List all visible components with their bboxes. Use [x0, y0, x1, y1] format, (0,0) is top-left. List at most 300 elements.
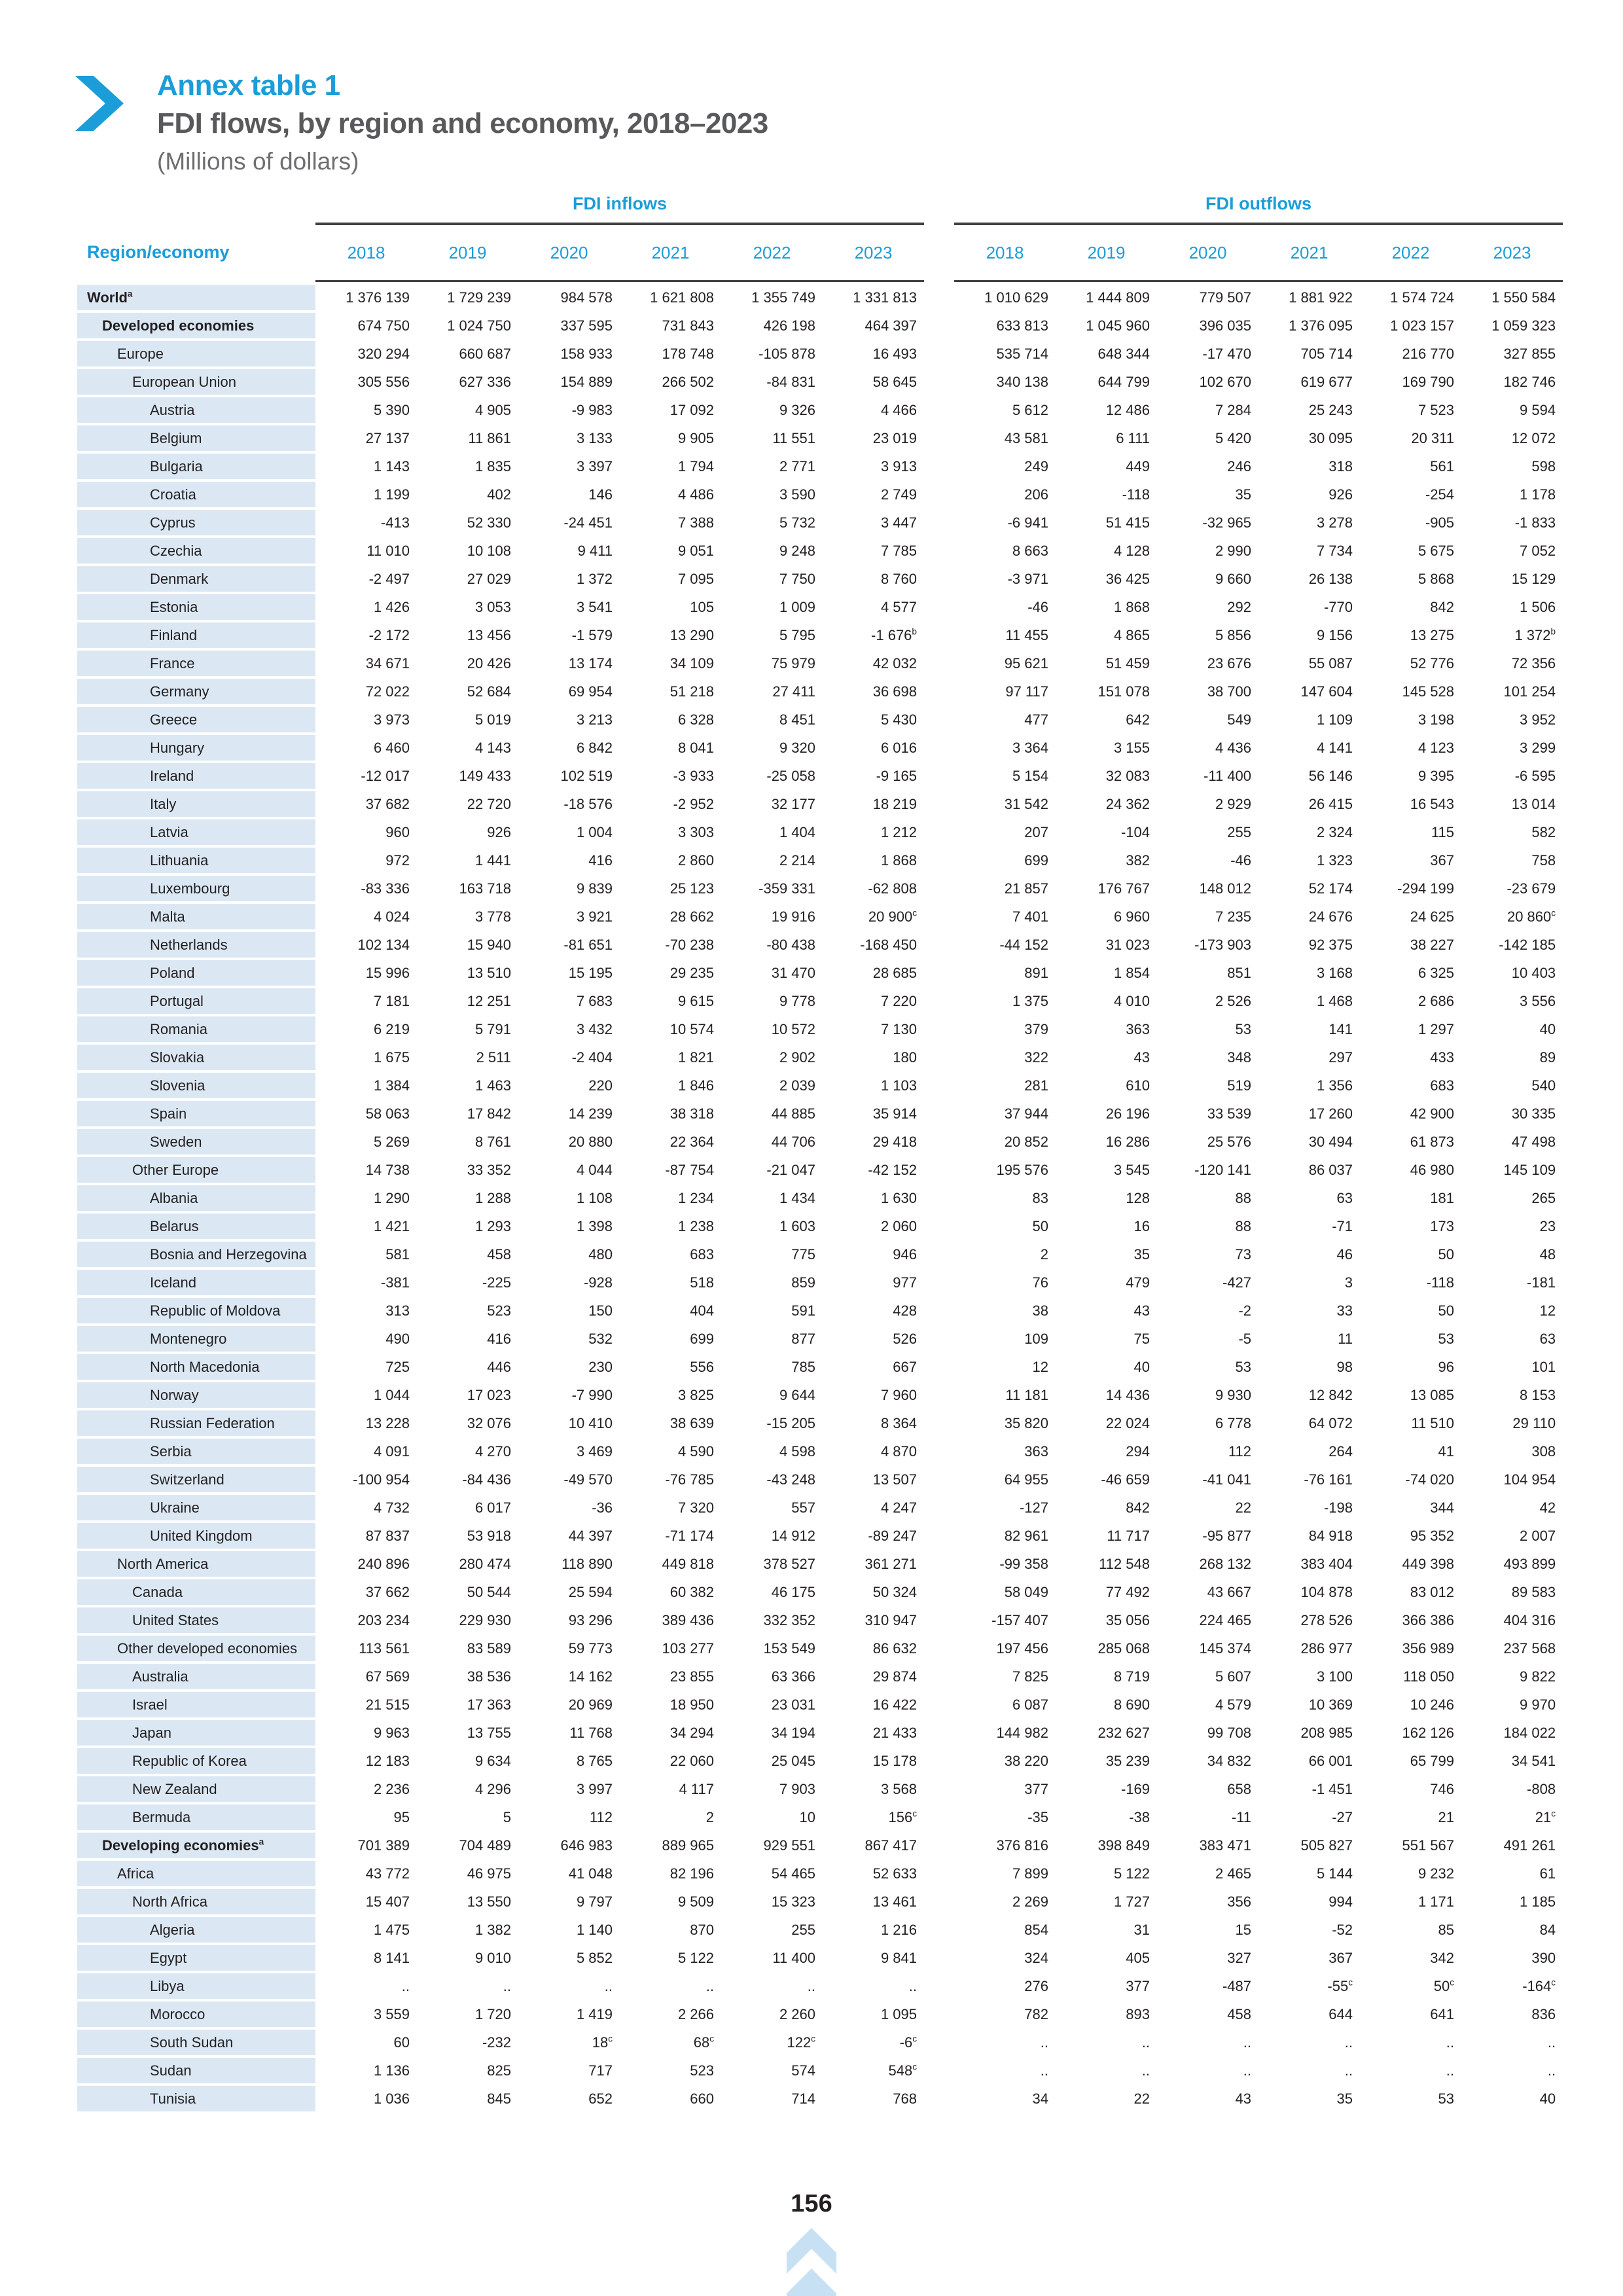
group-gap: [924, 454, 954, 479]
outflow-value-cell: 26 415: [1308, 795, 1353, 812]
outflow-value-cell: -11 400: [1204, 767, 1251, 784]
outflow-value-cell: 40: [1539, 1020, 1556, 1037]
outflow-value-cell: 104 878: [1300, 1583, 1353, 1600]
inflow-value-cell: 14 738: [365, 1161, 410, 1178]
inflow-value-cell: 9 963: [373, 1724, 410, 1741]
outflow-value-cell: 1 868: [1113, 598, 1150, 615]
inflow-value-cell: 3 590: [779, 486, 815, 503]
inflow-value-cell: 34 109: [669, 655, 714, 672]
outflow-value-cell: 31 542: [1004, 795, 1048, 812]
inflow-value-cell: 946: [893, 1246, 917, 1263]
inflow-value-cell: 1 434: [779, 1189, 815, 1206]
region-label-cell: Spain: [77, 1101, 315, 1126]
outflow-value-cell: 348: [1227, 1049, 1251, 1066]
group-gap: [924, 1636, 954, 1661]
table-row: [77, 1298, 1563, 1323]
inflow-value-cell: 4 598: [779, 1443, 815, 1460]
outflow-value-cell: 9 930: [1215, 1386, 1251, 1403]
inflow-value-cell: 1 630: [880, 1189, 917, 1206]
group-header-row: [77, 187, 1563, 220]
group-gap: [924, 285, 954, 310]
year-header-cell: 2023: [1461, 223, 1563, 282]
inflow-value-cell: -89 247: [868, 1527, 917, 1544]
outflow-value-cell: 340 138: [996, 373, 1048, 390]
inflow-value-cell: 704 489: [459, 1837, 511, 1854]
year-header-cell: 2020: [518, 223, 620, 282]
inflow-value-cell: 1 009: [779, 598, 815, 615]
outflow-value-cell: 3 278: [1316, 514, 1353, 531]
outflow-value-cell: 58 049: [1004, 1583, 1048, 1600]
outflow-value-cell: 101: [1531, 1358, 1556, 1375]
outflow-value-cell: 377: [1024, 1780, 1048, 1797]
outflow-value-cell: -41 041: [1202, 1471, 1251, 1488]
outflow-value-cell: -808: [1527, 1780, 1556, 1797]
group-gap: [924, 848, 954, 873]
inflow-value-cell: 926: [487, 823, 511, 840]
outflow-value-cell: 705 714: [1300, 345, 1353, 362]
outflow-value-cell: 4 141: [1316, 739, 1353, 756]
inflow-value-cell: 6 842: [576, 739, 613, 756]
inflow-value-cell: 13 507: [872, 1471, 917, 1488]
outflow-value-cell: 4 010: [1113, 992, 1150, 1009]
outflow-value-cell: 1 506: [1520, 598, 1556, 615]
group-gap: [924, 1157, 954, 1183]
outflow-value-cell: -46 659: [1101, 1471, 1150, 1488]
table-row: [77, 1664, 1563, 1689]
table-row: [77, 1804, 1563, 1830]
outflow-value-cell: 405: [1126, 1949, 1150, 1966]
inflow-value-cell: 337 595: [560, 317, 613, 334]
outflow-value-cell: 363: [1126, 1020, 1150, 1037]
inflow-value-cell: 118 890: [562, 1555, 613, 1572]
outflow-value-cell: 265: [1531, 1189, 1556, 1206]
inflow-value-cell: -381: [380, 1274, 410, 1291]
outflow-value-cell: 13 275: [1410, 626, 1454, 643]
outflow-value-cell: 72 356: [1511, 655, 1556, 672]
region-label-cell: North Africa: [77, 1889, 315, 1914]
inflow-value-cell: ..: [807, 1977, 815, 1994]
outflow-value-cell: 367: [1329, 1949, 1353, 1966]
outflow-value-cell: 1 356: [1316, 1077, 1353, 1094]
region-label-cell: Slovakia: [77, 1045, 315, 1070]
outflow-value-cell: 540: [1531, 1077, 1556, 1094]
inflow-value-cell: 775: [791, 1246, 815, 1263]
inflow-value-cell: 4 044: [576, 1161, 613, 1178]
table-row: [77, 651, 1563, 676]
region-label-cell: Israel: [77, 1692, 315, 1717]
inflow-value-cell: 102 134: [357, 936, 410, 953]
inflow-value-cell: 6 460: [373, 739, 410, 756]
outflow-value-cell: 30 494: [1308, 1133, 1353, 1150]
outflow-value-cell: 128: [1126, 1189, 1150, 1206]
inflow-value-cell: ..: [705, 1977, 714, 1994]
table-row: [77, 1270, 1563, 1295]
inflow-value-cell: 12 183: [365, 1752, 410, 1769]
footnote-marker: c: [1450, 1977, 1454, 1988]
group-gap: [924, 1410, 954, 1436]
inflow-value-cell: 4 091: [373, 1443, 410, 1460]
inflow-value-cell: 683: [690, 1246, 714, 1263]
outflow-value-cell: -71: [1332, 1217, 1353, 1234]
outflow-value-cell: -6 595: [1514, 767, 1556, 784]
inflow-value-cell: 53 918: [467, 1527, 511, 1544]
group-gap: [924, 1298, 954, 1323]
outflow-value-cell: 182 746: [1503, 373, 1556, 390]
region-label-cell: Libya: [77, 1973, 315, 1999]
inflow-value-cell: 660 687: [459, 345, 511, 362]
inflow-value-cell: 34 671: [365, 655, 410, 672]
table-row: [77, 1607, 1563, 1633]
outflow-value-cell: 297: [1329, 1049, 1353, 1066]
region-label-cell: Republic of Korea: [77, 1748, 315, 1774]
outflow-value-cell: -173 903: [1194, 936, 1251, 953]
table-row: [77, 848, 1563, 873]
inflow-value-cell: -7 990: [571, 1386, 613, 1403]
outflow-value-cell: 50$^c$: [1433, 1977, 1454, 1994]
outflow-value-cell: 31 023: [1105, 936, 1150, 953]
inflow-value-cell: 4 732: [373, 1499, 410, 1516]
year-header-row: [77, 223, 1563, 282]
group-gap: [924, 1016, 954, 1042]
inflow-value-cell: 22 720: [467, 795, 511, 812]
outflow-value-cell: -487: [1222, 1977, 1251, 1994]
inflow-value-cell: 2 860: [677, 852, 714, 869]
inflow-value-cell: 305 556: [357, 373, 410, 390]
group-gap: [924, 1945, 954, 1971]
outflow-value-cell: 38 700: [1207, 683, 1251, 700]
region-label-cell: Montenegro: [77, 1326, 315, 1352]
inflow-value-cell: 627 336: [459, 373, 511, 390]
table-row: [77, 594, 1563, 620]
inflow-value-cell: 4 466: [880, 401, 917, 418]
inflow-value-cell: 313: [385, 1302, 410, 1319]
outflow-value-cell: 3 545: [1113, 1161, 1150, 1178]
inflow-value-cell: -81 651: [563, 936, 613, 953]
outflow-value-cell: 38 220: [1004, 1752, 1048, 1769]
inflow-value-cell: 72 022: [365, 683, 410, 700]
inflow-value-cell: -42 152: [868, 1161, 917, 1178]
outflow-value-cell: 208 985: [1300, 1724, 1353, 1741]
region-economy-header: Region/economy: [87, 242, 230, 262]
table-row: [77, 369, 1563, 395]
outflow-value-cell: 84: [1539, 1921, 1556, 1938]
outflow-value-cell: 112 548: [1099, 1555, 1150, 1572]
outflow-value-cell: 10 246: [1410, 1696, 1454, 1713]
outflow-value-cell: -142 185: [1499, 936, 1556, 953]
outflow-value-cell: 9 232: [1418, 1865, 1454, 1882]
inflow-value-cell: 150: [588, 1302, 613, 1319]
inflow-value-cell: 1 238: [677, 1217, 714, 1234]
footnote-marker: c: [912, 1808, 917, 1819]
outflow-value-cell: 145 109: [1503, 1161, 1556, 1178]
outflow-value-cell: 268 132: [1199, 1555, 1251, 1572]
outflow-value-cell: 25 243: [1308, 401, 1353, 418]
inflow-value-cell: 29 874: [872, 1668, 917, 1685]
outflow-value-cell: 43: [1133, 1302, 1150, 1319]
table-row: [77, 1636, 1563, 1661]
region-label-cell: Romania: [77, 1016, 315, 1042]
outflow-value-cell: -169: [1120, 1780, 1150, 1797]
outflow-value-cell: 24 362: [1105, 795, 1150, 812]
inflow-value-cell: 660: [690, 2090, 714, 2107]
outflow-value-cell: 610: [1126, 1077, 1150, 1094]
inflow-value-cell: 1 384: [373, 1077, 410, 1094]
outflow-value-cell: 11 717: [1107, 1527, 1150, 1544]
inflow-value-cell: 113 561: [359, 1640, 410, 1657]
inflow-value-cell: 960: [385, 823, 410, 840]
inflow-value-cell: 15 323: [771, 1893, 815, 1910]
outflow-value-cell: 40: [1133, 1358, 1150, 1375]
group-gap: [924, 960, 954, 986]
inflow-value-cell: 9 051: [677, 542, 714, 559]
inflow-value-cell: 7 181: [373, 992, 410, 1009]
table-row: [77, 1101, 1563, 1126]
group-gap: [924, 1242, 954, 1267]
inflow-value-cell: 13 290: [669, 626, 714, 643]
inflow-value-cell: 7 903: [779, 1780, 815, 1797]
outflow-value-cell: 519: [1227, 1077, 1251, 1094]
outflow-value-cell: -120 141: [1194, 1161, 1251, 1178]
group-gap: [924, 2030, 954, 2055]
inflow-value-cell: -1 676$^b$: [871, 626, 917, 643]
inflow-value-cell: 51 218: [669, 683, 714, 700]
inflow-value-cell: 7 388: [677, 514, 714, 531]
inflow-value-cell: 163 718: [459, 880, 511, 897]
inflow-value-cell: 5 430: [880, 711, 917, 728]
outflow-value-cell: 8 663: [1012, 542, 1048, 559]
outflow-value-cell: 6 111: [1116, 429, 1150, 446]
outflow-value-cell: -55$^c$: [1327, 1977, 1353, 1994]
inflow-value-cell: 449 818: [662, 1555, 714, 1572]
outflow-value-cell: 3: [1344, 1274, 1353, 1291]
outflow-value-cell: 12 072: [1511, 429, 1556, 446]
outflow-value-cell: 30 095: [1308, 429, 1353, 446]
outflow-value-cell: 109: [1024, 1330, 1048, 1347]
outflow-value-cell: 24 676: [1308, 908, 1353, 925]
outflow-value-cell: 63: [1539, 1330, 1556, 1347]
outflow-value-cell: -38: [1129, 1808, 1150, 1825]
inflow-value-cell: 46 175: [771, 1583, 815, 1600]
outflow-value-cell: 144 982: [996, 1724, 1048, 1741]
outflow-value-cell: 52 174: [1308, 880, 1353, 897]
outflow-value-cell: 23 676: [1207, 655, 1251, 672]
footnote-marker: c: [811, 2034, 815, 2044]
region-label-cell: Canada: [77, 1579, 315, 1605]
outflow-value-cell: 42 900: [1410, 1105, 1454, 1122]
group-gap: [924, 510, 954, 535]
outflow-value-cell: 9 822: [1520, 1668, 1556, 1685]
inflow-value-cell: -15 205: [766, 1414, 815, 1431]
inflow-value-cell: 1 199: [373, 486, 410, 503]
inflow-value-cell: 9 509: [677, 1893, 714, 1910]
outflow-value-cell: 3 100: [1316, 1668, 1353, 1685]
inflow-value-cell: ..: [503, 1977, 511, 1994]
inflow-value-cell: 4 296: [474, 1780, 511, 1797]
outflow-value-cell: 53: [1438, 1330, 1454, 1347]
inflow-value-cell: 75 979: [771, 655, 815, 672]
outflow-value-cell: 8 690: [1113, 1696, 1150, 1713]
outflow-value-cell: 382: [1126, 852, 1150, 869]
outflow-value-cell: 216 770: [1402, 345, 1454, 362]
inflow-value-cell: 4 577: [880, 598, 917, 615]
outflow-value-cell: 10 369: [1308, 1696, 1353, 1713]
inflow-value-cell: 8 141: [373, 1949, 410, 1966]
footnote-marker: c: [608, 2034, 613, 2044]
inflow-value-cell: 9 248: [779, 542, 815, 559]
fdi-flows-table: [77, 185, 1563, 2114]
inflow-value-cell: 11 551: [772, 429, 815, 446]
table-row: [77, 510, 1563, 535]
group-gap: [924, 397, 954, 423]
inflow-value-cell: 3 397: [576, 457, 613, 475]
region-label-cell: Republic of Moldova: [77, 1298, 315, 1323]
outflow-value-cell: 53: [1235, 1020, 1251, 1037]
outflow-value-cell: 994: [1329, 1893, 1353, 1910]
inflow-value-cell: 3 778: [474, 908, 511, 925]
inflow-value-cell: 557: [791, 1499, 815, 1516]
outflow-value-cell: 249: [1024, 457, 1048, 475]
table-row: [77, 313, 1563, 338]
outflow-value-cell: 477: [1024, 711, 1048, 728]
inflow-value-cell: ..: [401, 1977, 410, 1994]
region-label-cell: Bermuda: [77, 1804, 315, 1830]
inflow-value-cell: 8 041: [677, 739, 714, 756]
region-label-cell: Algeria: [77, 1917, 315, 1943]
inflow-value-cell: 2: [705, 1808, 714, 1825]
outflow-value-cell: 9 156: [1316, 626, 1353, 643]
outflow-value-cell: 13 014: [1511, 795, 1556, 812]
outflow-value-cell: 145 374: [1199, 1640, 1251, 1657]
inflow-value-cell: 230: [588, 1358, 613, 1375]
inflow-value-cell: 428: [893, 1302, 917, 1319]
outflow-value-cell: 224 465: [1199, 1611, 1251, 1628]
inflow-value-cell: 1 426: [373, 598, 410, 615]
inflow-value-cell: 1 372: [576, 570, 613, 587]
outflow-value-cell: 22: [1133, 2090, 1150, 2107]
table-row: [77, 538, 1563, 564]
inflow-value-cell: 16 493: [872, 345, 917, 362]
inflow-value-cell: 8 451: [779, 711, 815, 728]
inflow-value-cell: 3 921: [576, 908, 613, 925]
inflow-value-cell: 229 930: [459, 1611, 511, 1628]
outflow-value-cell: 4 123: [1418, 739, 1454, 756]
page-title: FDI flows, by region and economy, 2018–2023: [157, 107, 768, 139]
outflow-value-cell: 479: [1126, 1274, 1150, 1291]
inflow-value-cell: 977: [893, 1274, 917, 1291]
inflow-value-cell: 1 216: [880, 1921, 917, 1938]
table-row: [77, 1523, 1563, 1549]
inflow-value-cell: 7 750: [779, 570, 815, 587]
group-gap: [924, 1917, 954, 1943]
outflow-value-cell: 4 436: [1215, 739, 1251, 756]
outflow-value-cell: 21$^c$: [1535, 1808, 1556, 1825]
outflow-value-cell: 758: [1531, 852, 1556, 869]
table-row: [77, 1973, 1563, 1999]
inflow-value-cell: -12 017: [361, 767, 410, 784]
outflow-value-cell: 169 790: [1402, 373, 1454, 390]
outflow-value-cell: 683: [1430, 1077, 1454, 1094]
inflow-value-cell: 41 048: [568, 1865, 613, 1882]
inflow-value-cell: 87 837: [365, 1527, 410, 1544]
inflow-value-cell: 280 474: [459, 1555, 511, 1572]
inflow-value-cell: 10 574: [669, 1020, 714, 1037]
outflow-value-cell: 842: [1430, 598, 1454, 615]
table-row: [77, 679, 1563, 704]
inflow-value-cell: 9 778: [779, 992, 815, 1009]
inflow-value-cell: 1 421: [373, 1217, 410, 1234]
outflow-value-cell: 47 498: [1511, 1133, 1556, 1150]
inflow-value-cell: 112: [589, 1808, 613, 1825]
outflow-value-cell: -11: [1231, 1808, 1251, 1825]
outflow-value-cell: 1 323: [1316, 852, 1353, 869]
inflow-value-cell: 2 039: [779, 1077, 815, 1094]
region-label-cell: Developed economies: [77, 313, 315, 338]
outflow-value-cell: 7 052: [1520, 542, 1556, 559]
outflow-value-cell: 84 918: [1308, 1527, 1353, 1544]
outflow-value-cell: 55 087: [1308, 655, 1353, 672]
table-row: [77, 876, 1563, 901]
inflow-value-cell: 34 194: [771, 1724, 815, 1741]
outflow-value-cell: 1 376 095: [1289, 317, 1353, 334]
outflow-value-cell: 493 899: [1503, 1555, 1556, 1572]
inflow-value-cell: 1 024 750: [447, 317, 511, 334]
region-label-cell: Cyprus: [77, 510, 315, 535]
inflow-value-cell: 4 905: [474, 401, 511, 418]
table-row: [77, 1833, 1563, 1858]
inflow-value-cell: 1 044: [373, 1386, 410, 1403]
inflow-value-cell: 44 397: [568, 1527, 613, 1544]
group-gap: [924, 1664, 954, 1689]
year-header-cell: 2021: [620, 223, 721, 282]
inflow-value-cell: 23 019: [872, 429, 917, 446]
group-gap: [924, 1467, 954, 1492]
outflow-value-cell: 50: [1438, 1246, 1454, 1263]
footnote-marker: c: [912, 2062, 917, 2072]
outflow-value-cell: -27: [1332, 1808, 1353, 1825]
outflow-value-cell: 641: [1430, 2005, 1454, 2022]
inflow-value-cell: 7 785: [880, 542, 917, 559]
outflow-value-cell: 11 510: [1411, 1414, 1454, 1431]
inflow-value-cell: -9 165: [876, 767, 917, 784]
outflow-value-cell: 38: [1032, 1302, 1048, 1319]
outflow-value-cell: -74 020: [1405, 1471, 1454, 1488]
inflow-value-cell: 3 213: [576, 711, 613, 728]
outflow-value-cell: 37 944: [1004, 1105, 1048, 1122]
inflow-value-cell: 68$^c$: [693, 2034, 714, 2051]
group-gap: [924, 2086, 954, 2111]
inflow-value-cell: 1 140: [576, 1921, 613, 1938]
inflow-value-cell: 25 123: [669, 880, 714, 897]
inflow-value-cell: 4 590: [677, 1443, 714, 1460]
group-gap: [924, 1833, 954, 1858]
inflow-value-cell: 8 760: [880, 570, 917, 587]
region-label-cell: Latvia: [77, 819, 315, 845]
inflow-value-cell: 1 288: [474, 1189, 511, 1206]
outflow-value-cell: 34: [1032, 2090, 1048, 2107]
inflow-value-cell: 1 846: [677, 1077, 714, 1094]
outflow-value-cell: 1 185: [1520, 1893, 1556, 1910]
inflow-value-cell: 21 515: [365, 1696, 410, 1713]
inflow-value-cell: 1 095: [880, 2005, 917, 2022]
outflow-value-cell: 206: [1024, 486, 1048, 503]
inflow-value-cell: 402: [487, 486, 511, 503]
outflow-value-cell: 162 126: [1402, 1724, 1454, 1741]
table-row: [77, 791, 1563, 817]
group-gap: [924, 1551, 954, 1577]
inflow-value-cell: 4 270: [474, 1443, 511, 1460]
outflow-value-cell: -44 152: [999, 936, 1048, 953]
region-label-cell: South Sudan: [77, 2030, 315, 2055]
